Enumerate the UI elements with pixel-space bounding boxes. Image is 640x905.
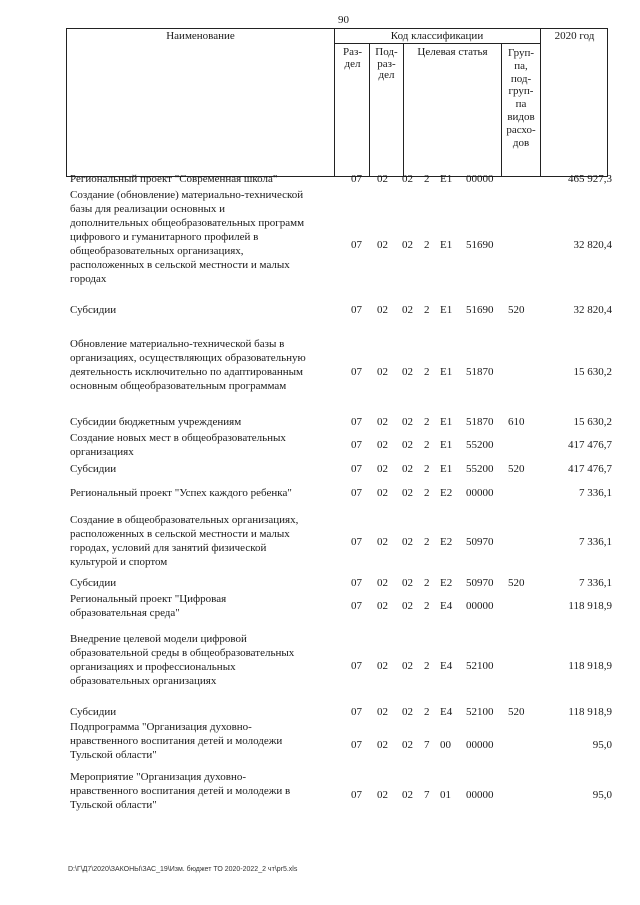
code-t2: 2	[424, 366, 430, 378]
code-t4: 52100	[466, 660, 494, 672]
code-sub: 02	[377, 366, 388, 378]
row-name: Внедрение целевой модели цифровой образовательной среды в общеобразовательных организациях и профессиональных образовательных организациях	[70, 633, 295, 687]
code-sec: 07	[351, 439, 362, 451]
row-name: Субсидии	[70, 577, 117, 589]
code-t2: 2	[424, 416, 430, 428]
row-name: Обновление материально-технической базы в организациях, осуществляющих образовательную деятельность исключительно по адаптированным основным общеобразовательным программам	[70, 338, 306, 392]
header-group: Груп- па, под- груп- па видов расхо- дов	[506, 47, 536, 149]
header-section: Раз- дел	[342, 46, 362, 70]
code-sub: 02	[377, 577, 388, 589]
code-sec: 07	[351, 173, 362, 185]
code-t1: 02	[402, 416, 413, 428]
row-name: Региональный проект "Успех каждого ребенка"	[70, 487, 292, 499]
amount: 118 918,9	[568, 706, 612, 718]
code-t2: 2	[424, 536, 430, 548]
header-year: 2020 год	[554, 30, 595, 42]
code-t2: 7	[424, 789, 430, 801]
code-t3: E2	[440, 536, 453, 548]
code-sec: 07	[351, 487, 362, 499]
code-t1: 02	[402, 439, 413, 451]
code-sub: 02	[377, 660, 388, 672]
code-t3: E4	[440, 600, 453, 612]
code-t4: 00000	[466, 600, 494, 612]
code-sub: 02	[377, 463, 388, 475]
code-sub: 02	[377, 600, 388, 612]
code-sub: 02	[377, 173, 388, 185]
code-t3: E1	[440, 173, 453, 185]
code-t3: 00	[440, 739, 451, 751]
code-sub: 02	[377, 239, 388, 251]
table-header	[66, 28, 608, 177]
code-t4: 51870	[466, 366, 494, 378]
code-sec: 07	[351, 416, 362, 428]
amount: 417 476,7	[568, 439, 612, 451]
row-name: Субсидии	[70, 304, 117, 316]
row-name: Региональный проект "Современная школа"	[70, 173, 278, 185]
code-t1: 02	[402, 706, 413, 718]
code-t4: 55200	[466, 439, 494, 451]
page-number: 90	[338, 14, 349, 26]
code-t2: 2	[424, 706, 430, 718]
row-name: Создание (обновление) материально-технической базы для реализации основных и дополнительных общеобразовательных программ цифрового и гуманитарного профилей в общеобразовательных организациях, расположенных в сельской местности и малых городах	[70, 189, 305, 285]
header-target: Целевая статья	[417, 46, 488, 58]
code-t4: 55200	[466, 463, 494, 475]
header-name: Наименование	[166, 30, 235, 42]
code-t1: 02	[402, 239, 413, 251]
code-sec: 07	[351, 660, 362, 672]
code-t1: 02	[402, 366, 413, 378]
code-t1: 02	[402, 304, 413, 316]
amount: 417 476,7	[568, 463, 612, 475]
code-t1: 02	[402, 173, 413, 185]
amount: 7 336,1	[579, 536, 612, 548]
code-sec: 07	[351, 739, 362, 751]
row-name: Региональный проект "Цифровая образовательная среда"	[70, 593, 227, 619]
code-t3: E2	[440, 577, 453, 589]
row-name: Субсидии бюджетным учреждениям	[70, 416, 242, 428]
code-sub: 02	[377, 706, 388, 718]
code-sub: 02	[377, 739, 388, 751]
row-name: Подпрограмма "Организация духовно- нравственного воспитания детей и молодежи Тульской области"	[70, 721, 283, 761]
code-sec: 07	[351, 600, 362, 612]
code-t3: E2	[440, 487, 453, 499]
code-sec: 07	[351, 577, 362, 589]
code-t2: 7	[424, 739, 430, 751]
amount: 7 336,1	[579, 487, 612, 499]
code-t2: 2	[424, 239, 430, 251]
code-sec: 07	[351, 706, 362, 718]
code-sec: 07	[351, 239, 362, 251]
code-t4: 50970	[466, 536, 494, 548]
row-name: Создание в общеобразовательных организациях, расположенных в сельской местности и малых городах, условий для занятий физической культурой и спортом	[70, 514, 299, 568]
amount: 465 927,3	[568, 173, 612, 185]
code-grp: 520	[508, 463, 525, 475]
amount: 15 630,2	[573, 366, 612, 378]
code-t3: E1	[440, 463, 453, 475]
code-t3: E1	[440, 366, 453, 378]
code-grp: 610	[508, 416, 525, 428]
code-sec: 07	[351, 304, 362, 316]
code-sec: 07	[351, 366, 362, 378]
code-t2: 2	[424, 304, 430, 316]
row-name: Субсидии	[70, 706, 117, 718]
code-sec: 07	[351, 789, 362, 801]
code-t4: 00000	[466, 789, 494, 801]
code-t4: 51870	[466, 416, 494, 428]
code-t1: 02	[402, 577, 413, 589]
code-t1: 02	[402, 487, 413, 499]
code-t3: E1	[440, 439, 453, 451]
code-t1: 02	[402, 739, 413, 751]
code-t4: 51690	[466, 239, 494, 251]
code-t4: 00000	[466, 739, 494, 751]
amount: 15 630,2	[573, 416, 612, 428]
row-name: Мероприятие "Организация духовно- нравственного воспитания детей и молодежи в Тульской области"	[70, 771, 291, 811]
amount: 32 820,4	[573, 239, 612, 251]
code-t2: 2	[424, 173, 430, 185]
code-t2: 2	[424, 660, 430, 672]
footer-file-path: D:\Г\Д7\2020\ЗАКОНЫ\ЗАС_19\Изм. бюджет ТО 2020-2022_2 чт\pr5.xls	[68, 866, 298, 873]
amount: 95,0	[592, 739, 612, 751]
code-t2: 2	[424, 577, 430, 589]
row-name: Субсидии	[70, 463, 117, 475]
amount: 95,0	[592, 789, 612, 801]
code-t4: 00000	[466, 487, 494, 499]
code-t2: 2	[424, 600, 430, 612]
code-t1: 02	[402, 660, 413, 672]
code-grp: 520	[508, 577, 525, 589]
code-t1: 02	[402, 463, 413, 475]
code-t3: E1	[440, 416, 453, 428]
code-t4: 00000	[466, 173, 494, 185]
code-sub: 02	[377, 416, 388, 428]
code-t3: 01	[440, 789, 451, 801]
code-t3: E4	[440, 660, 453, 672]
code-sec: 07	[351, 463, 362, 475]
code-sub: 02	[377, 487, 388, 499]
code-t3: E1	[440, 239, 453, 251]
code-t4: 52100	[466, 706, 494, 718]
row-name: Создание новых мест в общеобразовательных организациях	[70, 432, 286, 458]
code-grp: 520	[508, 304, 525, 316]
code-sec: 07	[351, 536, 362, 548]
code-sub: 02	[377, 439, 388, 451]
code-sub: 02	[377, 304, 388, 316]
code-t2: 2	[424, 487, 430, 499]
code-t1: 02	[402, 536, 413, 548]
header-classification: Код классификации	[390, 30, 484, 42]
amount: 32 820,4	[573, 304, 612, 316]
header-subsection: Под- раз- дел	[375, 46, 398, 81]
code-t1: 02	[402, 789, 413, 801]
code-t2: 2	[424, 439, 430, 451]
amount: 118 918,9	[568, 600, 612, 612]
code-t2: 2	[424, 463, 430, 475]
code-grp: 520	[508, 706, 525, 718]
code-t3: E4	[440, 706, 453, 718]
code-t4: 51690	[466, 304, 494, 316]
code-sub: 02	[377, 789, 388, 801]
code-sub: 02	[377, 536, 388, 548]
code-t1: 02	[402, 600, 413, 612]
code-t4: 50970	[466, 577, 494, 589]
amount: 118 918,9	[568, 660, 612, 672]
code-t3: E1	[440, 304, 453, 316]
amount: 7 336,1	[579, 577, 612, 589]
